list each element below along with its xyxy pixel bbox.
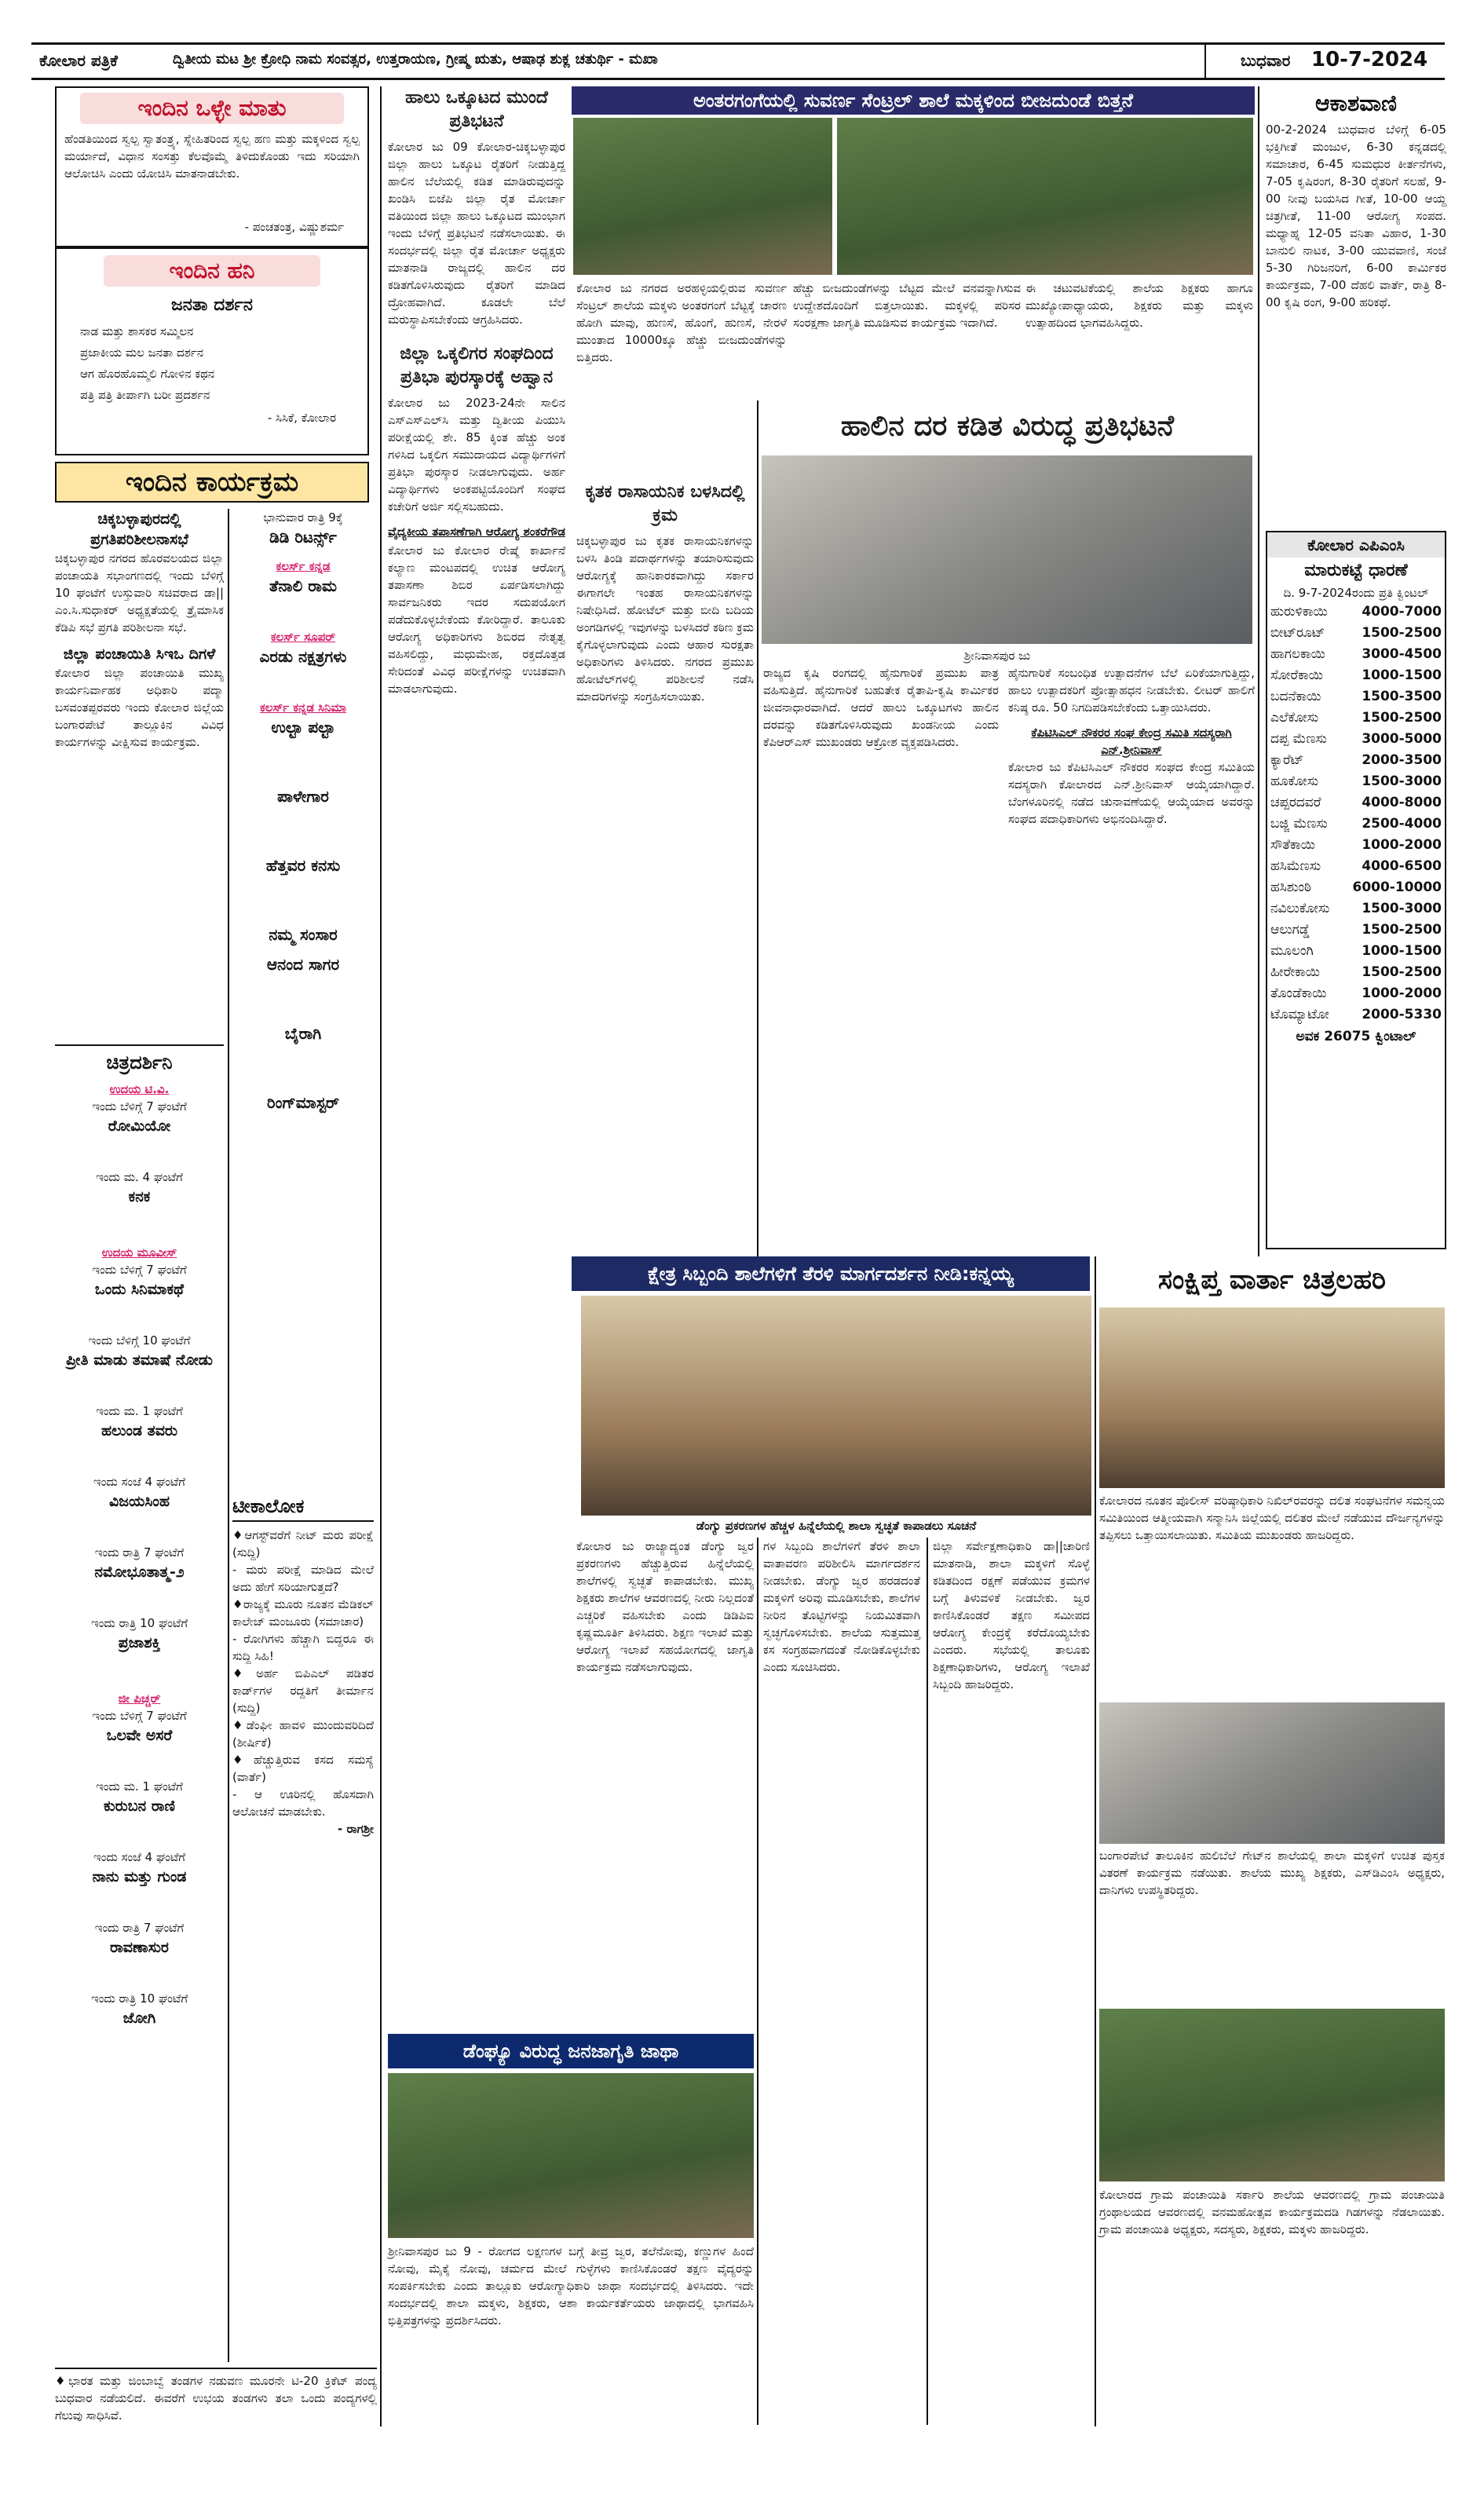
market-item-price: 2000-3500: [1362, 752, 1442, 768]
protest-photo: [762, 455, 1252, 644]
jatha-photo: [388, 2073, 754, 2238]
tv-show: ಬೈರಾಗಿ: [284, 1024, 322, 1043]
chitra-spacer: [55, 1746, 224, 1778]
varta-caption-2: ಬಂಗಾರಪೇಟೆ ತಾಲೂಕಿನ ಹುಲಿಬೆಲೆ ಗೇಟ್‌ನ ಶಾಲೆಯಲ್ಲಿ ಶಾಲಾ ಮಕ್ಕಳಿಗೆ ಉಚಿತ ಪುಸ್ತಕ ವಿತರಣೆ ಕಾರ್ಯಕ್ರಮ ನಡೆಯಿತು. ಶಾಲೆಯ ಮುಖ್ಯ ಶಿಕ್ಷಕರು, ಎಸ್‌ಡಿಎಂಸಿ ಅಧ್ಯಕ್ಷರು, ದಾನಿಗಳು ಉಪಸ್ಥಿತರಿದ್ದರು.: [1099, 1849, 1449, 1897]
chitra-movie: ಒಂದು ಸಿನಿಮಾಕಥೆ: [94, 1281, 185, 1298]
karyakrama-item-body: ಚಿಕ್ಕಬಳ್ಳಾಪುರ ನಗರದ ಹೊರವಲಯದ ಜಿಲ್ಲಾ ಪಂಚಾಯತಿ ಸಭಾಂಗಣದಲ್ಲಿ ಇಂದು ಬೆಳಿಗ್ಗೆ 10 ಘಂಟೆಗೆ ಉಸ್ತುವಾರಿ ಸಚಿವರಾದ ಡಾ|| ಎಂ.ಸಿ.ಸುಧಾಕರ್ ಅಧ್ಯಕ್ಷತೆಯಲ್ಲಿ ತ್ರೈಮಾಸಿಕ ಕೆಡಿಪಿ ಸಭೆ ಪ್ರಗತಿ ಪರಿಶೀಲನಾ ಸಭೆ.: [55, 551, 228, 634]
kptcl-body: ಕೋಲಾರ ಜು ಕೆಪಿಟಿಸಿಎಲ್ ನೌಕರರ ಸಂಘದ ಕೇಂದ್ರ ಸಮಿತಿಯ ಸದಸ್ಯರಾಗಿ ಕೋಲಾರದ ಎನ್.ಶ್ರೀನಿವಾಸ್ ಆಯ್ಕೆಯಾಗಿದ್ದಾರೆ. ಬೆಂಗಳೂರಿನಲ್ಲಿ ನಡೆದ ಚುನಾವಣೆಯಲ್ಲಿ ಆಯ್ಕೆಯಾದ ಅವರನ್ನು ಸಂಘದ ಪದಾಧಿಕಾರಿಗಳು ಅಭಿನಂದಿಸಿದ್ದಾರೆ.: [1008, 760, 1259, 826]
chitra-spacer: [55, 1888, 224, 1919]
karyakrama-item-body: ಕೋಲಾರ ಜಿಲ್ಲಾ ಪಂಚಾಯಿತಿ ಮುಖ್ಯ ಕಾರ್ಯನಿರ್ವಾಹಕ ಅಧಿಕಾರಿ ಪದ್ಮಾ ಬಸವಂತಪ್ಪರವರು ಇಂದು ಕೋಲಾರ ಜಿಲ್ಲೆಯ ಬಂಗಾರಪೇಟೆ ತಾಲ್ಲೂಕಿನ ವಿವಿಧ ಕಾರ್ಯಗಳನ್ನು ವೀಕ್ಷಿಸುವ ಕಾರ್ಯಕ್ರಮ.: [55, 666, 228, 749]
cricket-note: ♦ಭಾರತ ಮತ್ತು ಜಿಂಬಾಬ್ವೆ ತಂಡಗಳ ನಡುವಣ ಮೂರನೇ ಟಿ-20 ಕ್ರಿಕೆಟ್ ಪಂದ್ಯ ಬುಧವಾರ ನಡೆಯಲಿದೆ. ಈವರೆಗೆ ಉಭಯ ತಂಡಗಳು ತಲಾ ಒಂದು ಪಂದ್ಯಗಳಲ್ಲಿ ಗೆಲುವು ಸಾಧಿಸಿವೆ.: [55, 2368, 377, 2426]
karyakrama-right: [232, 509, 374, 1490]
col3-divider: [757, 400, 758, 1256]
market-item-price: 2500-4000: [1362, 816, 1442, 832]
chitra-time: ಇಂದು ರಾತ್ರಿ 7 ಘಂಟೆಗೆ: [94, 1921, 185, 1935]
tv-show: ನಮ್ಮ ಸಂಸಾರ: [269, 925, 338, 944]
olle-maatu-box: [55, 86, 369, 247]
akashavani: [1266, 86, 1450, 526]
teekaloka-body: ♦ಆಗಸ್ಟ್‌ವರೆಗೆ ನೀಟ್ ಮರು ಪರೀಕ್ಷೆ (ಸುದ್ದಿ) - ಮರು ಪರೀಕ್ಷೆ ಮಾಡಿದ ಮೇಲೆ ಅದು ಹೇಗೆ ಸರಿಯಾಗುತ್ತದೆ? ♦ರಾಜ್ಯಕ್ಕೆ ಮೂರು ನೂತನ ಮೆಡಿಕಲ್ ಕಾಲೇಜ್ ಮಂಜೂರು (ಸಮಾಚಾರ) - ರೋಗಿಗಳು ಹೆಚ್ಚಾಗಿ ಬಿದ್ದರೂ ಈ ಸುದ್ದಿ ಸಿಹಿ! ♦ಅರ್ಹ ಬಿಪಿಎಲ್ ಪಡಿತರ ಕಾರ್ಡ್‌ಗಳ ರದ್ದತಿಗೆ ತೀರ್ಮಾನ (ಸುದ್ದಿ) ♦ಡೆಂಘೀ ಹಾವಳಿ ಮುಂದುವರಿದಿದೆ (ಶೀರ್ಷಿಕೆ) ♦ಹೆಚ್ಚುತ್ತಿರುವ ಕಸದ ಸಮಸ್ಯೆ (ವಾರ್ತೆ) - ಆ ಊರಿನಲ್ಲಿ ಹೊಸದಾಗಿ ಆಲೋಚನೆ ಮಾಡಬೇಕು.: [232, 1528, 375, 1819]
chemical-story: [576, 481, 758, 1187]
market-item-name: ಬಜ್ಜಿ ಮೆಣಸು: [1270, 816, 1328, 832]
jatha-headline: ಡೆಂಘ್ಯೂ ವಿರುದ್ಧ ಜನಜಾಗೃತಿ ಜಾಥಾ: [388, 2034, 754, 2068]
market-row: [1267, 835, 1445, 856]
market-item-price: 1500-3500: [1362, 689, 1442, 704]
varta-photo-1: [1099, 1307, 1445, 1488]
market-row: [1267, 877, 1445, 898]
market-row: [1267, 623, 1445, 644]
varta-title: ಸಂಕ್ಷಿಪ್ತ ವಾರ್ತಾ ಚಿತ್ರಲಹರಿ: [1158, 1264, 1386, 1296]
tv-show: ರಿಂಗ್‌ಮಾಸ್ಟರ್: [267, 1093, 339, 1112]
market-box: [1266, 531, 1446, 1249]
market-item-name: ಟೊಮ್ಯಾಟೋ: [1270, 1007, 1329, 1022]
top-story-col1: ಕೋಲಾರ ಜು ನಗರದ ಅರಹಳ್ಳಿಯಲ್ಲಿರುವ ಸುವರ್ಣ ಸೆಂಟ್ರಲ್ ಶಾಲೆಯ ಮಕ್ಕಳು ಅಂತರಗಂಗೆ ಬೆಟ್ಟಕ್ಕೆ ಚಾರಣ ಹೋಗಿ ಮಾವು, ಹುಣಸೆ, ಹೊಂಗೆ, ಹುಣಸೆ, ನೇರಳೆ ಮುಂತಾದ 10000ಕ್ಕೂ ಹೆಚ್ಚು ಬೀಜದುಂಡೆಗಳನ್ನು ಬಿತ್ತಿದರು.: [576, 281, 791, 364]
chitra-time: ಇಂದು ಮ. 1 ಘಂಟೆಗೆ: [96, 1779, 183, 1794]
market-item-price: 1500-3000: [1362, 773, 1442, 789]
kptcl-subhead: ಕೆಪಿಟಿಸಿಎಲ್ ನೌಕರರ ಸಂಘ ಕೇಂದ್ರ ಸಮಿತಿ ಸದಸ್ಯರಾಗಿ ಎನ್.ಶ್ರೀನಿವಾಸ್: [1031, 726, 1232, 757]
market-item-price: 6000-10000: [1352, 879, 1442, 895]
okkaliga-headline: ಜಿಲ್ಲಾ ಒಕ್ಕಲಿಗರ ಸಂಘದಿಂದ ಪ್ರತಿಭಾ ಪುರಸ್ಕಾರಕ್ಕೆ ಅಹ್ವಾನ: [400, 344, 554, 387]
children-group-photo: [837, 118, 1253, 275]
market-item-name: ಸೋರೆಕಾಯಿ: [1270, 667, 1324, 683]
market-item-name: ಮೂಲಂಗಿ: [1270, 943, 1314, 959]
chitra-movie: ಒಲವೇ ಅಸರೆ: [106, 1727, 173, 1744]
chitra-movie: ಹಲುಂಡ ತವರು: [101, 1422, 178, 1439]
market-subtitle: ಮಾರುಕಟ್ಟೆ ಧಾರಣೆ: [1304, 561, 1408, 580]
akashavani-body: 00-2-2024 ಬುಧವಾರ ಬೆಳಿಗ್ಗೆ 6-05 ಭಕ್ತಿಗೀತೆ ಮಂಜುಳ, 6-30 ಕನ್ನಡದಲ್ಲಿ ಸಮಾಚಾರ, 6-45 ಸುಮಧುರ ಕೀರ್ತನೆಗಳು, 7-05 ಕೃಷಿರಂಗ, 8-30 ರೈತರಿಗೆ ಸಲಹೆ, 9-00 ನೀವು ಬಯಸಿದ ಗೀತೆ, 10-00 ಆಯ್ದ ಚಿತ್ರಗೀತೆ, 11-00 ಆರೋಗ್ಯ ಸಂಪದ. ಮಧ್ಯಾಹ್ನ 12-05 ವನಿತಾ ವಿಹಾರ, 1-30 ಬಾನುಲಿ ನಾಟಕ, 3-00 ಯುವವಾಣಿ, ಸಂಜೆ 5-30 ಗಿರಿಜನರಿಗೆ, 6-00 ಕಾರ್ಮಿಕರ ಕಾರ್ಯಕ್ರಮ, 7-00 ದೆಹಲಿ ವಾರ್ತೆ, ರಾತ್ರಿ 8-00 ಕೃಷಿ ರಂಗ, 9-00 ಹರಿಕಥೆ.: [1266, 123, 1450, 309]
tv-channel: ಕಲರ್ಸ್ ಕನ್ನಡ ಸಿನಿಮಾ: [259, 700, 347, 715]
chitra-spacer: [55, 1654, 224, 1685]
market-title: ಕೋಲಾರ ಎಪಿಎಂಸಿ: [1267, 532, 1445, 558]
chitra-title: ಚಿತ್ರದರ್ಶಿನಿ: [106, 1051, 173, 1073]
hani-box: [55, 247, 369, 455]
paper-name: ಕೋಲಾರ ಪತ್ರಿಕೆ: [39, 51, 118, 70]
market-row: [1267, 856, 1445, 877]
chitra-rule: [55, 1044, 224, 1046]
chitra-movie: ನಮೋಭೂತಾತ್ಮ-೨: [94, 1563, 185, 1581]
col7-divider: [1095, 1256, 1096, 2426]
dengue-body-3: ಜಿಲ್ಲಾ ಸರ್ವೇಕ್ಷಣಾಧಿಕಾರಿ ಡಾ||ಚಾರಿಣಿ ಮಾತನಾಡಿ, ಶಾಲಾ ಮಕ್ಕಳಿಗೆ ಸೊಳ್ಳೆ ಕಡಿತದಿಂದ ರಕ್ಷಣೆ ಪಡೆಯುವ ಕ್ರಮಗಳ ಬಗ್ಗೆ ತಿಳುವಳಿಕೆ ನೀಡಬೇಕು. ಜ್ವರ ಕಾಣಿಸಿಕೊಂಡರೆ ತಕ್ಷಣ ಸಮೀಪದ ಆರೋಗ್ಯ ಕೇಂದ್ರಕ್ಕೆ ಕರೆದೊಯ್ಯಬೇಕು ಎಂದರು. ಸಭೆಯಲ್ಲಿ ತಾಲೂಕು ಶಿಕ್ಷಣಾಧಿಕಾರಿಗಳು, ಆರೋಗ್ಯ ಇಲಾಖೆ ಸಿಬ್ಬಂದಿ ಹಾಜರಿದ್ದರು.: [933, 1539, 1094, 1691]
tv-show: ಆನಂದ ಸಾಗರ: [266, 955, 340, 974]
tv-channel: ಕಲರ್ಸ್ ಕನ್ನಡ: [276, 559, 331, 573]
date: 10-7-2024: [1311, 48, 1428, 71]
market-item-name: ಹಸಿಮೆಣಸು: [1270, 858, 1321, 874]
market-item-name: ನವಿಲುಕೋಸು: [1270, 901, 1330, 916]
children-photo: [573, 118, 832, 275]
health-subhead: ವೈದ್ಯಕೀಯ ತಪಾಸಣೆಗಾಗಿ ಆರೋಗ್ಯ ಶಂಕರೆಗೌಡ: [388, 525, 565, 539]
milk-headline: ಹಾಲು ಒಕ್ಕೂಟದ ಮುಂದೆ ಪ್ರತಿಭಟನೆ: [405, 88, 548, 131]
chitra-spacer: [55, 1817, 224, 1849]
market-item-name: ಆಲುಗಡ್ಡೆ: [1270, 922, 1310, 938]
protest-caption: ಶ್ರೀನಿವಾಸಪುರ ಜು: [963, 649, 1031, 663]
market-row: [1267, 665, 1445, 686]
chitra-channel: ಜೀ ಪಿಚ್ಚರ್: [118, 1691, 161, 1706]
chitra-spacer: [55, 1583, 224, 1615]
market-item-name: ತೊಂಡೆಕಾಯಿ: [1270, 986, 1327, 1001]
market-row: [1267, 686, 1445, 708]
chitra-time: ಇಂದು ಸಂಜೆ 4 ಘಂಟೆಗೆ: [93, 1850, 186, 1864]
karyakrama-left: [55, 509, 228, 1043]
market-item-price: 1500-2500: [1362, 922, 1442, 938]
varta-photo-3: [1099, 2009, 1445, 2181]
chitradarshini: [55, 1049, 224, 2368]
akashavani-title: ಆಕಾಶವಾಣಿ: [1315, 90, 1397, 116]
col3: [388, 86, 569, 1311]
chitra-time: ಇಂದು ಬೆಳಿಗ್ಗೆ 7 ಘಂಟೆಗೆ: [92, 1263, 187, 1277]
karyakrama-head: [55, 462, 369, 503]
tv-time: ಭಾನುವಾರ ರಾತ್ರಿ 9ಕ್ಕೆ: [263, 510, 343, 525]
market-item-name: ಹಸಿಶುಂಠಿ: [1270, 879, 1312, 895]
chemical-headline: ಕೃತಕ ರಾಸಾಯನಿಕ ಬಳಸಿದಲ್ಲಿ ಕ್ರಮ: [585, 482, 745, 525]
top-story-col2: ಹೆಚ್ಚು ಬೀಜದುಂಡೆಗಳನ್ನು ಬೆಟ್ಟದ ಮೇಲೆ ವನವನ್ನಾಗಿಸುವ ಉದ್ದೇಶದೊಂದಿಗೆ ಬಿತ್ತಲಾಯಿತು. ಮಕ್ಕಳಲ್ಲಿ ಪರಿಸರ ಸಂರಕ್ಷಣಾ ಜಾಗೃತಿ ಮೂಡಿಸುವ ಕಾರ್ಯಕ್ರಮ ಇದಾಗಿದೆ.: [793, 281, 1025, 330]
market-item-price: 1500-2500: [1362, 625, 1442, 641]
market-row: [1267, 962, 1445, 983]
market-table: [1267, 602, 1445, 1026]
varta-caption-1: ಕೋಲಾರದ ನೂತನ ಪೊಲೀಸ್ ವರಿಷ್ಠಾಧಿಕಾರಿ ನಿಖಿಲ್‌ರವರನ್ನು ದಲಿತ ಸಂಘಟನೆಗಳ ಸಮನ್ವಯ ಸಮಿತಿಯಿಂದ ಆತ್ಮೀಯವಾಗಿ ಸನ್ಮಾನಿಸಿ ಜಿಲ್ಲೆಯಲ್ಲಿ ದಲಿತರ ಮೇಲೆ ನಡೆಯುವ ದೌರ್ಜನ್ಯಗಳನ್ನು ತಪ್ಪಿಸಲು ಒತ್ತಾಯಿಸಲಾಯಿತು. ಸಮಿತಿಯ ಮುಖಂಡರು ಹಾಜರಿದ್ದರು.: [1099, 1494, 1449, 1542]
market-item-price: 2000-5330: [1362, 1007, 1442, 1022]
okkaliga-body: ಕೋಲಾರ ಜು 2023-24ನೇ ಸಾಲಿನ ಎಸ್‌ಎಸ್‌ಎಲ್‌ಸಿ ಮತ್ತು ದ್ವಿತೀಯ ಪಿಯುಸಿ ಪರೀಕ್ಷೆಯಲ್ಲಿ ಶೇ. 85 ಕ್ಕಿಂತ ಹೆಚ್ಚು ಅಂಕ ಗಳಿಸಿದ ಒಕ್ಕಲಿಗ ಸಮುದಾಯದ ವಿದ್ಯಾರ್ಥಿಗಳಿಗೆ ಪ್ರತಿಭಾ ಪುರಸ್ಕಾರ ನೀಡಲಾಗುವುದು. ಅರ್ಹ ವಿದ್ಯಾರ್ಥಿಗಳು ಅಂಕಪಟ್ಟಿಯೊಂದಿಗೆ ಸಂಘದ ಕಚೇರಿಗೆ ಅರ್ಜಿ ಸಲ್ಲಿಸಬಹುದು.: [388, 396, 569, 514]
market-item-price: 1500-2500: [1362, 964, 1442, 980]
top-headline: ಅಂತರಗಂಗೆಯಲ್ಲಿ ಸುವರ್ಣ ಸೆಂಟ್ರಲ್ ಶಾಲೆ ಮಕ್ಕಳಿಂದ ಬೀಜದುಂಡೆ ಬಿತ್ತನೆ: [572, 86, 1255, 115]
market-row: [1267, 792, 1445, 814]
protest-body-2: ಹೈನುಗಾರಿಕೆ ಸಂಬಂಧಿತ ಉತ್ಪಾದನೆಗಳ ಬೆಲೆ ಏರಿಕೆಯಾಗುತ್ತಿದ್ದು, ಹಾಲು ಉತ್ಪಾದಕರಿಗೆ ಪ್ರೋತ್ಸಾಹಧನ ನೀಡಬೇಕು. ಲೀಟರ್ ಹಾಲಿಗೆ ಕನಿಷ್ಠ ರೂ. 50 ನಿಗದಿಪಡಿಸಬೇಕೆಂದು ಒತ್ತಾಯಿಸಿದರು.: [1008, 666, 1259, 715]
chitra-time: ಇಂದು ರಾತ್ರಿ 7 ಘಂಟೆಗೆ: [94, 1545, 185, 1560]
top-story-col3: ಈ ಚಟುವಟಿಕೆಯಲ್ಲಿ ಶಾಲೆಯ ಶಿಕ್ಷಕರು ಹಾಗೂ ಮುಖ್ಯೋಪಾಧ್ಯಾಯರು, ಶಿಕ್ಷಕರು ಮತ್ತು ಮಕ್ಕಳು ಉತ್ಸಾಹದಿಂದ ಭಾಗವಹಿಸಿದ್ದರು.: [1025, 281, 1257, 330]
chitra-movie: ಪ್ರಜಾಶಕ್ತಿ: [118, 1634, 161, 1651]
market-item-price: 1000-1500: [1362, 667, 1442, 683]
chitra-movie: ಪ್ರೀತಿ ಮಾಡು ತಮಾಷೆ ನೋಡು: [66, 1351, 213, 1369]
hani-body: ನಾಡ ಮತ್ತು ಶಾಸಕರ ಸಮ್ಮಿಲನ ಪ್ರಜಾಕೀಯ ಮಲ ಜನತಾ ದರ್ಶನ ಆಗ ಹೊರಹೊಮ್ಮಲಿ ಗೋಳಿನ ಕಥನ ಪತ್ರಿ ಪತ್ರಿ ತೀರ್ಪಾಗಿ ಬರೀ ಪ್ರದರ್ಶನ: [80, 324, 215, 402]
col1-divider: [228, 509, 229, 2362]
panchanga: ದ್ವಿತೀಯ ಮಟ ಶ್ರೀ ಕ್ರೋಧಿ ನಾಮ ಸಂವತ್ಸರ, ಉತ್ತರಾಯಣ, ಗ್ರೀಷ್ಮ ಋತು, ಆಷಾಢ ಶುಕ್ಲ ಚತುರ್ಥಿ - ಮಖಾ: [173, 51, 658, 68]
market-item-price: 4000-6500: [1362, 858, 1442, 874]
market-row: [1267, 729, 1445, 750]
karyakrama-item-head: ಚಿಕ್ಕಬಳ್ಳಾಪುರದಲ್ಲಿ ಪ್ರಗತಿಪರಿಶೀಲನಾಸಭೆ: [90, 510, 188, 548]
market-row: [1267, 1004, 1445, 1026]
market-item-name: ಹೀರೇಕಾಯಿ: [1270, 964, 1321, 980]
market-row: [1267, 941, 1445, 962]
market-item-price: 1500-3000: [1362, 901, 1442, 916]
olle-maatu-author: - ಪಂಚತಂತ್ರ, ವಿಷ್ಣುಶರ್ಮ: [244, 220, 344, 234]
market-row: [1267, 983, 1445, 1004]
varta-photo-2: [1099, 1702, 1445, 1844]
market-item-name: ಎಲೆಕೋಸು: [1270, 710, 1319, 726]
chitra-spacer: [55, 1300, 224, 1332]
chitra-spacer: [55, 1208, 224, 1239]
tv-channel: ಕಲರ್ಸ್ ಸೂಪರ್: [270, 630, 336, 644]
market-item-name: ಬದನೆಕಾಯಿ: [1270, 689, 1321, 704]
protest-right: [1008, 664, 1259, 1253]
chitra-spacer: [55, 1442, 224, 1473]
tv-show: ಎರಡು ನಕ್ಷತ್ರಗಳು: [259, 647, 347, 666]
tv-show: ಡಿಡಿ ರಿಟರ್ನ್ಸ್: [269, 528, 337, 547]
chitra-spacer: [55, 1958, 224, 1990]
market-item-price: 1000-1500: [1362, 943, 1442, 959]
chitra-time: ಇಂದು ಬೆಳಿಗ್ಗೆ 7 ಘಂಟೆಗೆ: [92, 1099, 187, 1114]
chitra-time: ಇಂದು ರಾತ್ರಿ 10 ಘಂಟೆಗೆ: [90, 1991, 188, 2006]
market-row: [1267, 644, 1445, 665]
market-item-price: 3000-4500: [1362, 646, 1442, 662]
market-footer: ಅವಕ 26075 ಕ್ವಿಂಟಾಲ್: [1296, 1029, 1416, 1044]
chitra-movie: ಕನಕ: [128, 1188, 151, 1205]
col5-divider: [927, 1538, 928, 2425]
chitra-movie: ನಾನು ಮತ್ತು ಗುಂಡ: [92, 1868, 187, 1885]
day: ಬುಧವಾರ: [1241, 51, 1291, 70]
dengue-caption: ಡೆಂಗ್ಯು ಪ್ರಕರಣಗಳ ಹೆಚ್ಚಳ ಹಿನ್ನೆಲೆಯಲ್ಲಿ ಶಾಲಾ ಸ್ವಚ್ಛತೆ ಕಾಪಾಡಲು ಸೂಚನೆ: [696, 1519, 977, 1533]
dengue-meeting-photo: [581, 1296, 1091, 1516]
chitra-list: [55, 1081, 224, 2061]
market-row: [1267, 602, 1445, 623]
chitra-channel: ಉದಯ ಟಿ.ವಿ.: [109, 1082, 170, 1096]
masthead-divider: [1204, 42, 1206, 80]
karyakrama-title: ಇಂದಿನ ಕಾರ್ಯಕ್ರಮ: [125, 466, 299, 498]
masthead: [31, 42, 1445, 80]
chitra-time: ಇಂದು ಸಂಜೆ 4 ಘಂಟೆಗೆ: [93, 1475, 186, 1489]
chitra-spacer: [55, 2029, 224, 2061]
market-item-name: ಬೀಟ್‌ರೂಟ್: [1270, 625, 1325, 641]
col2-divider: [380, 86, 382, 2426]
market-item-price: 4000-8000: [1362, 795, 1442, 810]
market-date: ದಿ. 9-7-2024ರಂದು ಪ್ರತಿ ಕ್ವಿಂಟಲ್: [1283, 586, 1429, 600]
tv-show: ತೆನಾಲಿ ರಾಮ: [269, 576, 337, 595]
market-row: [1267, 750, 1445, 771]
market-item-price: 3000-5000: [1362, 731, 1442, 747]
tv-show: ಹೆತ್ತವರ ಕನಸು: [265, 856, 341, 875]
market-row: [1267, 814, 1445, 835]
market-item-name: ದಪ್ಪ ಮೆಣಸು: [1270, 731, 1327, 747]
market-item-name: ಹೂಕೋಸು: [1270, 773, 1319, 789]
chitra-movie: ರಾವಣಾಸುರ: [110, 1939, 169, 1956]
chitra-spacer: [55, 1371, 224, 1402]
dengue-body-1: ಕೋಲಾರ ಜು ರಾಜ್ಯಾದ್ಯಂತ ಡೆಂಗ್ಯು ಜ್ವರ ಪ್ರಕರಣಗಳು ಹೆಚ್ಚುತ್ತಿರುವ ಹಿನ್ನೆಲೆಯಲ್ಲಿ ಶಾಲೆಗಳಲ್ಲಿ ಸ್ವಚ್ಛತೆ ಕಾಪಾಡಬೇಕು. ಮುಖ್ಯ ಶಿಕ್ಷಕರು ಶಾಲೆಗಳ ಆವರಣದಲ್ಲಿ ನೀರು ನಿಲ್ಲದಂತೆ ಎಚ್ಚರಿಕೆ ವಹಿಸಬೇಕು ಎಂದು ಡಿಡಿಪಿಐ ಕೃಷ್ಣಮೂರ್ತಿ ತಿಳಿಸಿದರು. ಶಿಕ್ಷಣ ಇಲಾಖೆ ಮತ್ತು ಆರೋಗ್ಯ ಇಲಾಖೆ ಸಹಯೋಗದಲ್ಲಿ ಜಾಗೃತಿ ಕಾರ್ಯಕ್ರಮ ನಡೆಸಲಾಗುವುದು.: [576, 1539, 758, 1674]
chitra-movie: ರೋಮಿಯೋ: [108, 1117, 171, 1135]
hani-subtitle: ಜನತಾ ದರ್ಶನ: [171, 295, 253, 315]
chitra-movie: ವಿಜಯಸಿಂಹ: [108, 1493, 170, 1510]
protest-headline: ಹಾಲಿನ ದರ ಕಡಿತ ವಿರುದ್ಧ ಪ್ರತಿಭಟನೆ: [840, 410, 1175, 442]
olle-maatu-body: ಹೆಂಡತಿಯಿಂದ ಸ್ವಲ್ಪ ಸ್ವಾತಂತ್ರ್ಯ, ಸ್ನೇಹಿತರಿಂದ ಸ್ವಲ್ಪ ಹಣ ಮತ್ತು ಮಕ್ಕಳಿಂದ ಸ್ವಲ್ಪ ಮರ್ಯಾದೆ, ವಿಧಾನ ಸಂಸತ್ತು ಕೆಲವೊಮ್ಮೆ ತಿಳಿದುಕೊಂಡು ಇದು ಸರಿಯಾಗಿ ಆಲೋಚಿಸಿ ಎಂದು ಯೋಚಿಸಿ ಮಾತನಾಡಬೇಕು.: [64, 132, 364, 181]
jatha-caption: ಶ್ರೀನಿವಾಸಪುರ ಜು 9 - ರೋಗದ ಲಕ್ಷಣಗಳ ಬಗ್ಗೆ ತೀವ್ರ ಜ್ವರ, ತಲೆನೋವು, ಕಣ್ಣುಗಳ ಹಿಂದೆ ನೋವು, ಮೈಕೈ ನೋವು, ಚರ್ಮದ ಮೇಲೆ ಗುಳ್ಳೆಗಳು ಕಾಣಿಸಿಕೊಂಡರೆ ತಕ್ಷಣ ವೈದ್ಯರನ್ನು ಸಂಪರ್ಕಿಸಬೇಕು ಎಂದು ತಾಲ್ಲೂಕು ಆರೋಗ್ಯಾಧಿಕಾರಿ ಜಾಥಾ ಸಂದರ್ಭದಲ್ಲಿ ತಿಳಿಸಿದರು. ಇದೇ ಸಂದರ್ಭದಲ್ಲಿ ಶಾಲಾ ಮಕ್ಕಳು, ಶಿಕ್ಷಕರು, ಆಶಾ ಕಾರ್ಯಕರ್ತೆಯರು ಜಾಥಾದಲ್ಲಿ ಭಾಗವಹಿಸಿ ಭಿತ್ತಿಪತ್ರಗಳನ್ನು ಪ್ರದರ್ಶಿಸಿದರು.: [388, 2244, 758, 2328]
tv-show: ಪಾಳೇಗಾರ: [277, 787, 329, 806]
chitra-movie: ಕುರುಬನ ರಾಣಿ: [104, 1797, 175, 1815]
market-item-name: ಕ್ಯಾರೆಟ್: [1270, 752, 1304, 768]
dengue-headline: ಕ್ಷೇತ್ರ ಸಿಬ್ಬಂದಿ ಶಾಲೆಗಳಿಗೆ ತೆರಳಿ ಮಾರ್ಗದರ್ಶನ ನೀಡಿ:ಕನ್ನಯ್ಯ: [572, 1256, 1090, 1291]
market-item-price: 1000-2000: [1362, 837, 1442, 853]
chitra-time: ಇಂದು ಬೆಳಿಗ್ಗೆ 10 ಘಂಟೆಗೆ: [88, 1333, 191, 1348]
milk-body: ಕೋಲಾರ ಜು 09 ಕೋಲಾರ-ಚಿಕ್ಕಬಳ್ಳಾಪುರ ಜಿಲ್ಲಾ ಹಾಲು ಒಕ್ಕೂಟ ರೈತರಿಗೆ ನೀಡುತ್ತಿದ್ದ ಹಾಲಿನ ಬೆಲೆಯಲ್ಲಿ ಕಡಿತ ಮಾಡಿರುವುದನ್ನು ಖಂಡಿಸಿ ಬಿಜೆಪಿ ಜಿಲ್ಲಾ ರೈತ ಮೋರ್ಚಾ ವತಿಯಿಂದ ಜಿಲ್ಲಾ ಹಾಲು ಒಕ್ಕೂಟದ ಮುಂಭಾಗ ಇಂದು ಬೆಳಿಗ್ಗೆ ಪ್ರತಿಭಟನೆ ನಡೆಸಲಾಯಿತು. ಈ ಸಂದರ್ಭದಲ್ಲಿ ಜಿಲ್ಲಾ ರೈತ ಮೋರ್ಚಾ ಅಧ್ಯಕ್ಷರು ಮಾತನಾಡಿ ರಾಜ್ಯದಲ್ಲಿ ಹಾಲಿನ ದರ ಕಡಿತಗೊಳಿಸಿರುವುದು ರೈತರಿಗೆ ಮಾಡಿದ ದ್ರೋಹವಾಗಿದೆ. ಕೂಡಲೇ ಬೆಲೆ ಮರುಸ್ಥಾಪಿಸಬೇಕೆಂದು ಆಗ್ರಹಿಸಿದರು.: [388, 140, 569, 327]
chitra-spacer: [55, 1137, 224, 1168]
olle-maatu-title: ಇಂದಿನ ಒಳ್ಳೇ ಮಾತು: [80, 93, 344, 124]
dengue-body-2: ಗಳ ಸಿಬ್ಬಂದಿ ಶಾಲೆಗಳಿಗೆ ತೆರಳಿ ಶಾಲಾ ವಾತಾವರಣ ಪರಿಶೀಲಿಸಿ ಮಾರ್ಗದರ್ಶನ ನೀಡಬೇಕು. ಡೆಂಗ್ಯು ಜ್ವರ ಹರಡದಂತೆ ಮಕ್ಕಳಿಗೆ ಅರಿವು ಮೂಡಿಸಬೇಕು, ಶಾಲೆಗಳ ನೀರಿನ ತೊಟ್ಟಿಗಳನ್ನು ನಿಯಮಿತವಾಗಿ ಸ್ವಚ್ಛಗೊಳಿಸಬೇಕು. ಶಾಲೆಯ ಸುತ್ತಮುತ್ತ ಕಸ ಸಂಗ್ರಹವಾಗದಂತೆ ನೋಡಿಕೊಳ್ಳಬೇಕು ಎಂದು ಸೂಚಿಸಿದರು.: [763, 1539, 924, 1674]
chemical-body: ಚಿಕ್ಕಬಳ್ಳಾಪುರ ಜು ಕೃತಕ ರಾಸಾಯನಿಕಗಳನ್ನು ಬಳಸಿ ತಿಂಡಿ ಪದಾರ್ಥಗಳನ್ನು ತಯಾರಿಸುವುದು ಆರೋಗ್ಯಕ್ಕೆ ಹಾನಿಕಾರಕವಾಗಿದ್ದು ಸರ್ಕಾರ ಈಗಾಗಲೇ ಇಂತಹ ರಾಸಾಯನಿಕಗಳನ್ನು ನಿಷೇಧಿಸಿದೆ. ಹೋಟೆಲ್ ಮತ್ತು ಬೀದಿ ಬದಿಯ ಅಂಗಡಿಗಳಲ್ಲಿ ಇವುಗಳನ್ನು ಬಳಸಿದರೆ ಕಠಿಣ ಕ್ರಮ ಕೈಗೊಳ್ಳಲಾಗುವುದು ಎಂದು ಆಹಾರ ಸುರಕ್ಷತಾ ಅಧಿಕಾರಿಗಳು ತಿಳಿಸಿದರು. ನಗರದ ಪ್ರಮುಖ ಹೋಟೆಲ್‌ಗಳಲ್ಲಿ ಪರಿಶೀಲನೆ ನಡೆಸಿ ಮಾದರಿಗಳನ್ನು ಸಂಗ್ರಹಿಸಲಾಯಿತು.: [576, 534, 758, 704]
chitra-channel: ಉದಯ ಮೂವೀಸ್: [101, 1245, 177, 1260]
market-item-price: 1500-2500: [1362, 710, 1442, 726]
chitra-time: ಇಂದು ಮ. 4 ಘಂಟೆಗೆ: [96, 1170, 183, 1184]
market-item-name: ಚಪ್ಪರದವರೆ: [1270, 795, 1321, 810]
market-row: [1267, 708, 1445, 729]
col6-divider: [1258, 86, 1259, 1256]
market-item-price: 1000-2000: [1362, 986, 1442, 1001]
health-body: ಕೋಲಾರ ಜು ಕೋಲಾರ ರೇಷ್ಮೆ ಕಾರ್ಖಾನೆ ಕಲ್ಯಾಣ ಮಂಟಪದಲ್ಲಿ ಉಚಿತ ಆರೋಗ್ಯ ತಪಾಸಣಾ ಶಿಬಿರ ಏರ್ಪಡಿಸಲಾಗಿದ್ದು ಸಾರ್ವಜನಿಕರು ಇದರ ಸದುಪಯೋಗ ಪಡೆದುಕೊಳ್ಳಬೇಕೆಂದು ಕೋರಿದ್ದಾರೆ. ತಾಲೂಕು ಆರೋಗ್ಯ ಅಧಿಕಾರಿಗಳು ಶಿಬಿರದ ನೇತೃತ್ವ ವಹಿಸಲಿದ್ದು, ಮಧುಮೇಹ, ರಕ್ತದೊತ್ತಡ ಸೇರಿದಂತೆ ವಿವಿಧ ಪರೀಕ್ಷೆಗಳನ್ನು ಉಚಿತವಾಗಿ ಮಾಡಲಾಗುವುದು.: [388, 543, 569, 696]
market-row: [1267, 920, 1445, 941]
chitra-time: ಇಂದು ಮ. 1 ಘಂಟೆಗೆ: [96, 1404, 183, 1418]
hani-title: ಇಂದಿನ ಹನಿ: [104, 255, 320, 287]
tv-show: ಉಲ್ಟಾ ಪಲ್ಟಾ: [271, 718, 335, 737]
protest-body-1: ರಾಜ್ಯದ ಕೃಷಿ ರಂಗದಲ್ಲಿ ಹೈನುಗಾರಿಕೆ ಪ್ರಮುಖ ಪಾತ್ರ ವಹಿಸುತ್ತಿದೆ. ಹೈನುಗಾರಿಕೆ ಬಹುತೇಕ ರೈತಾಪಿ-ಕೃಷಿ ಕಾರ್ಮಿಕರ ಜೀವನಾಧಾರವಾಗಿದೆ. ಆದರೆ ಹಾಲು ಒಕ್ಕೂಟಗಳು ಹಾಲಿನ ದರವನ್ನು ಕಡಿತಗೊಳಿಸಿರುವುದು ಖಂಡನೀಯ ಎಂದು ಕೆಪಿಆರ್‌ಎಸ್ ಮುಖಂಡರು ಆಕ್ರೋಶ ವ್ಯಕ್ತಪಡಿಸಿದರು.: [763, 666, 1003, 749]
varta-caption-3: ಕೋಲಾರದ ಗ್ರಾಮ ಪಂಚಾಯಿತಿ ಸರ್ಕಾರಿ ಶಾಲೆಯ ಆವರಣದಲ್ಲಿ ಗ್ರಾಮ ಪಂಚಾಯಿತಿ ಗ್ರಂಥಾಲಯದ ಆವರಣದಲ್ಲಿ ವನಮಹೋತ್ಸವ ಕಾರ್ಯಕ್ರಮದಡಿ ಗಿಡಗಳನ್ನು ನೆಡಲಾಯಿತು. ಗ್ರಾಮ ಪಂಚಾಯಿತಿ ಅಧ್ಯಕ್ಷರು, ಸದಸ್ಯರು, ಶಿಕ್ಷಕರು, ಮಕ್ಕಳು ಹಾಜರಿದ್ದರು.: [1099, 2188, 1449, 2236]
teekaloka: [232, 1492, 374, 2364]
chitra-movie: ಜೋಗಿ: [122, 2009, 156, 2027]
karyakrama-item-head: ಜಿಲ್ಲಾ ಪಂಚಾಯಿತಿ ಸಿಇಒ ದಿಗಳೆ: [63, 645, 216, 663]
market-row: [1267, 771, 1445, 792]
market-item-name: ಹುರುಳಿಕಾಯಿ: [1270, 604, 1328, 620]
market-item-name: ಹಾಗಲಕಾಯಿ: [1270, 646, 1325, 662]
hani-author: - ಸಿಸಿಕೆ, ಕೋಲಾರ: [267, 411, 336, 425]
market-item-price: 4000-7000: [1362, 604, 1442, 620]
market-row: [1267, 898, 1445, 920]
market-item-name: ಸೌತೆಕಾಯಿ: [1270, 837, 1315, 853]
chitra-time: ಇಂದು ರಾತ್ರಿ 10 ಘಂಟೆಗೆ: [90, 1616, 188, 1630]
chitra-spacer: [55, 1512, 224, 1544]
chitra-time: ಇಂದು ಬೆಳಿಗ್ಗೆ 7 ಘಂಟೆಗೆ: [92, 1709, 187, 1723]
teekaloka-author: - ರಾಗಶ್ರೀ: [338, 1822, 374, 1836]
teekaloka-title: ಟೀಕಾಲೋಕ: [232, 1492, 374, 1522]
